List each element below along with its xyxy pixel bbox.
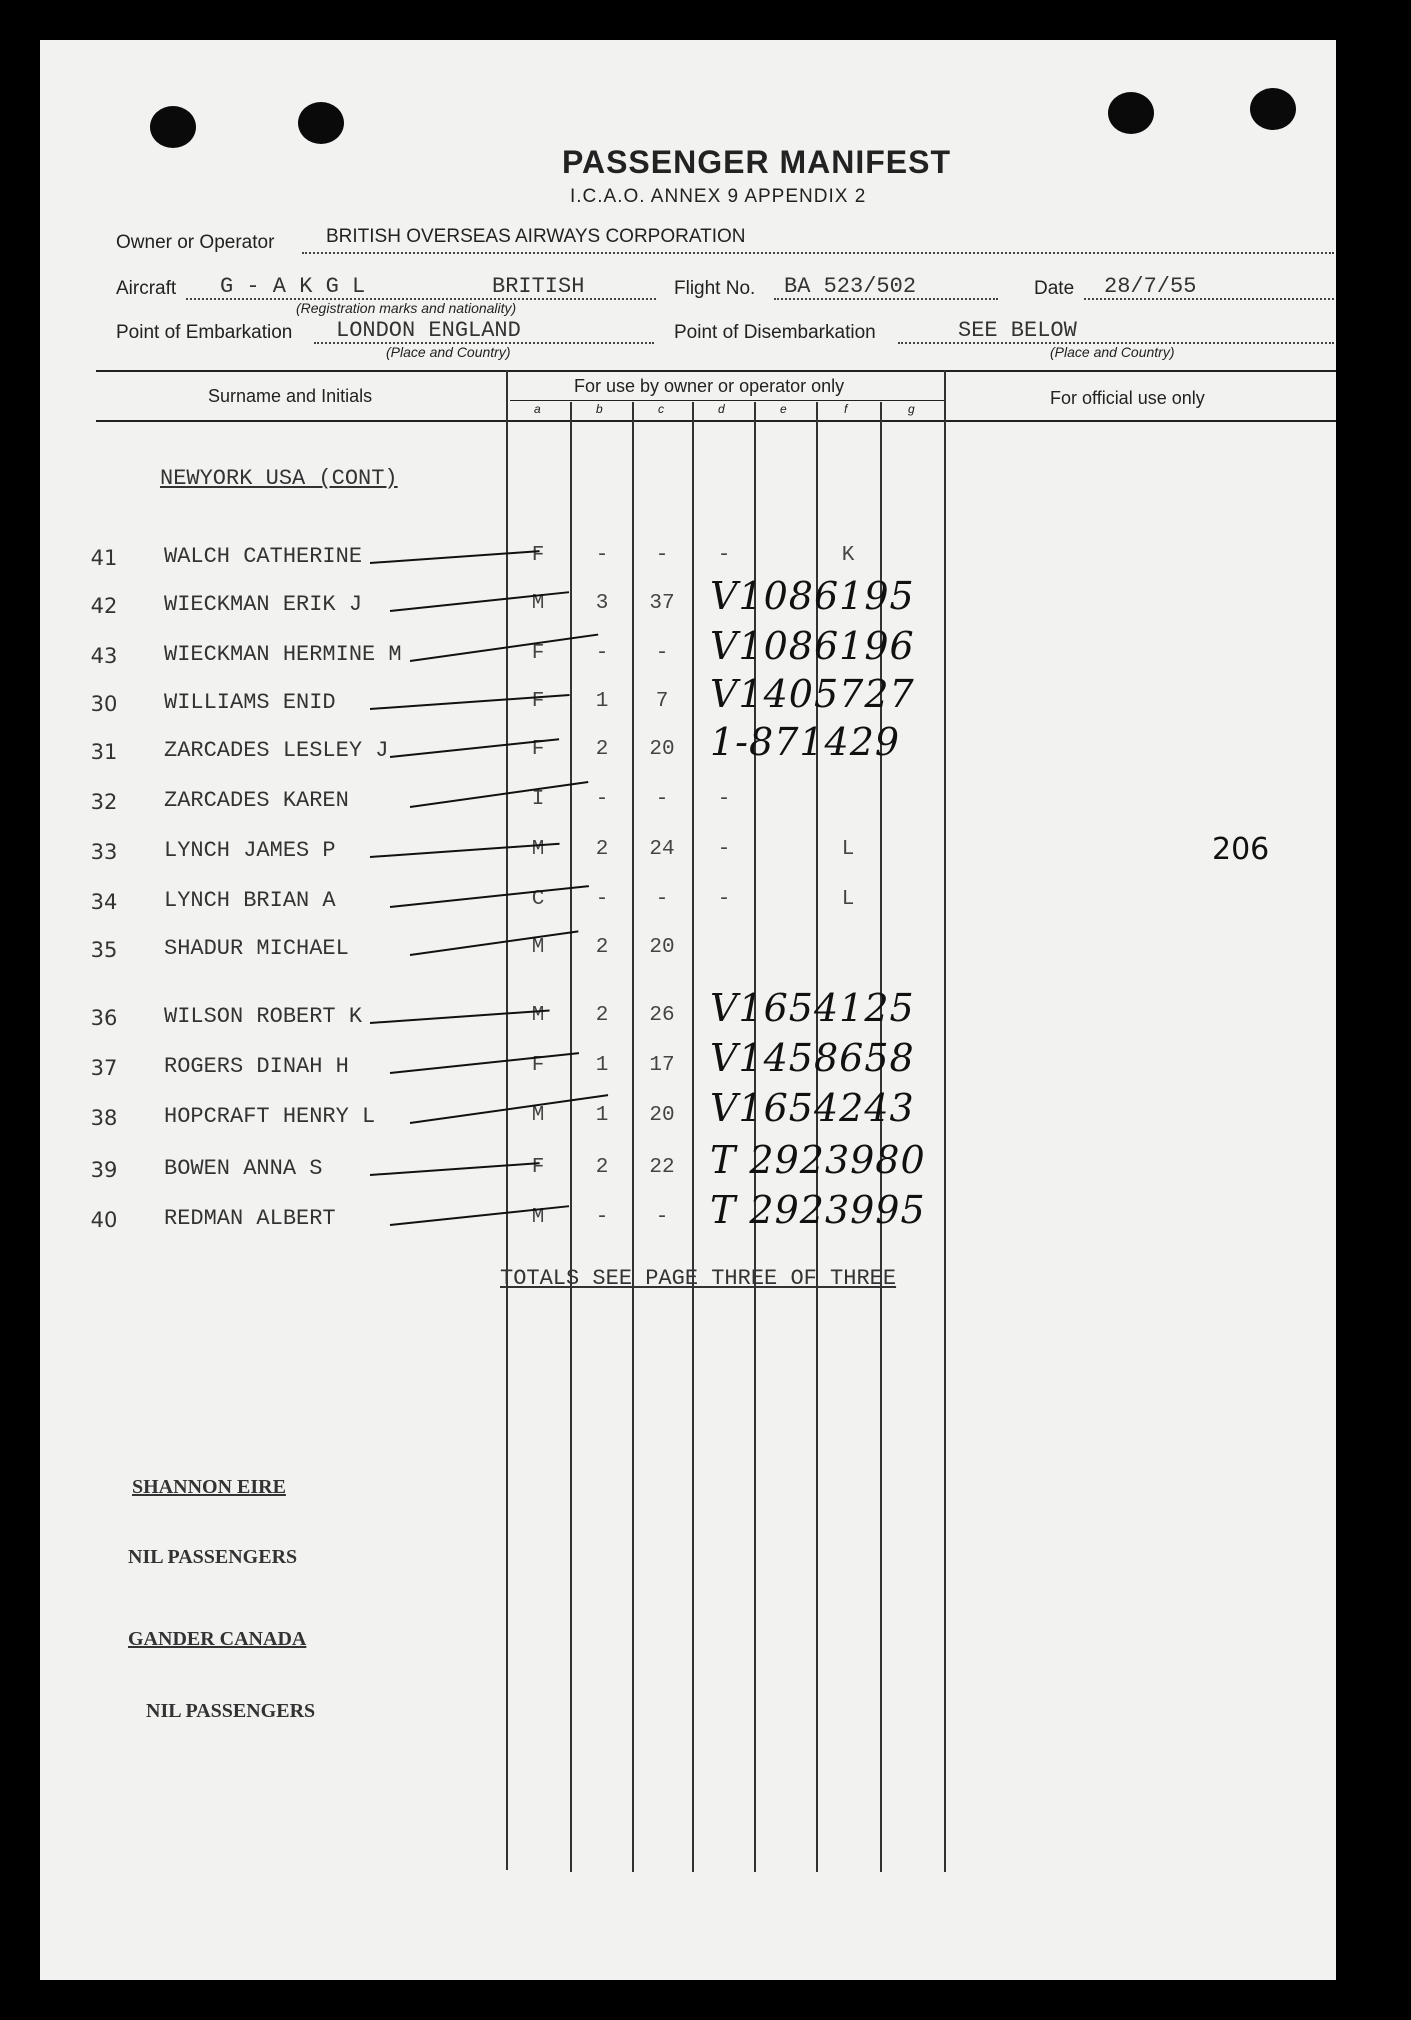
passenger-name: REDMAN ALBERT	[164, 1206, 336, 1231]
row-number: 39	[90, 1158, 118, 1182]
check-stroke	[410, 781, 589, 808]
disembarkation-note: (Place and Country)	[1050, 344, 1175, 360]
subheader-rule	[510, 400, 944, 401]
cell-d: -	[717, 888, 731, 911]
cell-d: -	[717, 838, 731, 861]
cell-d: -	[717, 788, 731, 811]
passenger-name: ZARCADES LESLEY J	[164, 738, 389, 763]
cell-a: M	[531, 936, 545, 959]
check-stroke	[410, 1094, 608, 1124]
cell-a: M	[531, 592, 545, 615]
stop-heading-shannon: SHANNON EIRE	[132, 1476, 286, 1498]
disembarkation-value: SEE BELOW	[958, 318, 1077, 343]
cell-b: -	[595, 544, 609, 567]
column-divider	[506, 370, 508, 1870]
cell-c: 20	[649, 1104, 675, 1127]
passenger-name: LYNCH JAMES P	[164, 838, 336, 863]
column-divider	[754, 402, 756, 1872]
passport-number: V1086195	[710, 574, 915, 618]
cell-d: -	[717, 544, 731, 567]
flight-label: Flight No.	[674, 278, 756, 299]
cell-b: -	[595, 642, 609, 665]
cell-a: M	[531, 838, 545, 861]
manifest-page	[40, 40, 1336, 1980]
column-letter: c	[658, 402, 664, 416]
cell-a: F	[531, 1156, 545, 1179]
aircraft-registration: G - A K G L	[220, 274, 366, 299]
embarkation-label: Point of Embarkation	[116, 322, 293, 343]
totals-note: TOTALS SEE PAGE THREE OF THREE	[500, 1266, 897, 1291]
page-subtitle: I.C.A.O. ANNEX 9 APPENDIX 2	[570, 186, 867, 207]
table-header-rule	[96, 420, 1336, 422]
column-divider	[880, 402, 882, 1872]
cell-b: -	[595, 1206, 609, 1229]
row-number: 36	[90, 1006, 118, 1030]
row-number: 38	[90, 1106, 118, 1130]
col-header-owner-use: For use by owner or operator only	[574, 376, 845, 396]
cell-c: -	[655, 642, 669, 665]
cell-b: -	[595, 788, 609, 811]
check-stroke	[370, 550, 540, 564]
column-divider	[816, 402, 818, 1872]
row-number: 31	[90, 740, 118, 764]
cell-c: -	[655, 888, 669, 911]
punch-hole	[298, 102, 344, 144]
passport-number: V1654125	[710, 986, 915, 1030]
passenger-name: WIECKMAN HERMINE M	[164, 642, 402, 667]
passenger-name: ROGERS DINAH H	[164, 1054, 349, 1079]
passport-number: V1086196	[710, 624, 915, 668]
stop-note-shannon: NIL PASSENGERS	[128, 1546, 298, 1568]
cell-c: 22	[649, 1156, 675, 1179]
passenger-name: HOPCRAFT HENRY L	[164, 1104, 376, 1129]
cell-b: 1	[595, 1104, 609, 1127]
passenger-name: WILLIAMS ENID	[164, 690, 336, 715]
cell-a: C	[531, 888, 545, 911]
date-value: 28/7/55	[1104, 274, 1197, 299]
check-stroke	[370, 1162, 540, 1176]
cell-a: M	[531, 1104, 545, 1127]
cell-c: -	[655, 1206, 669, 1229]
dotted-rule	[302, 252, 1334, 254]
check-stroke	[390, 885, 589, 908]
official-mark: 206	[1212, 832, 1270, 867]
aircraft-note: (Registration marks and nationality)	[296, 300, 517, 316]
cell-b: 2	[595, 738, 609, 761]
column-letter: a	[534, 402, 541, 416]
passport-number: V1458658	[710, 1036, 915, 1080]
cell-c: 26	[649, 1004, 675, 1027]
owner-label: Owner or Operator	[116, 232, 275, 253]
passenger-name: WALCH CATHERINE	[164, 544, 363, 569]
passenger-name: WIECKMAN ERIK J	[164, 592, 363, 617]
section-heading: NEWYORK USA (CONT)	[160, 466, 398, 491]
cell-c: 20	[649, 936, 675, 959]
passenger-name: SHADUR MICHAEL	[164, 936, 349, 961]
cell-a: M	[531, 1004, 545, 1027]
cell-f: L	[841, 838, 855, 861]
page-title: PASSENGER MANIFEST	[562, 144, 951, 180]
cell-b: 1	[595, 690, 609, 713]
cell-c: 24	[649, 838, 675, 861]
cell-c: -	[655, 544, 669, 567]
passport-number: V1654243	[710, 1086, 915, 1130]
cell-c: -	[655, 788, 669, 811]
row-number: 37	[90, 1056, 118, 1080]
punch-hole	[1108, 92, 1154, 134]
embarkation-note: (Place and Country)	[386, 344, 511, 360]
punch-hole	[150, 106, 196, 148]
row-number: 41	[90, 546, 118, 570]
cell-a: F	[531, 544, 545, 567]
passport-number: T 2923995	[710, 1188, 926, 1232]
cell-b: -	[595, 888, 609, 911]
table-top-rule	[96, 370, 1336, 372]
dotted-rule	[1084, 298, 1334, 300]
column-letter: f	[844, 402, 848, 416]
row-number: 30	[90, 692, 118, 716]
stop-note-gander: NIL PASSENGERS	[146, 1700, 316, 1722]
column-divider	[692, 402, 694, 1872]
passport-number: 1-871429	[710, 720, 901, 764]
col-header-official: For official use only	[1050, 388, 1205, 408]
row-number: 34	[90, 890, 118, 914]
cell-a: F	[531, 738, 545, 761]
punch-hole	[1250, 88, 1296, 130]
cell-c: 20	[649, 738, 675, 761]
col-header-surname: Surname and Initials	[208, 386, 373, 406]
cell-b: 1	[595, 1054, 609, 1077]
cell-b: 2	[595, 1004, 609, 1027]
cell-b: 2	[595, 1156, 609, 1179]
passenger-name: ZARCADES KAREN	[164, 788, 349, 813]
cell-c: 7	[655, 690, 669, 713]
column-letter: d	[718, 402, 725, 416]
cell-b: 3	[595, 592, 609, 615]
cell-a: F	[531, 642, 545, 665]
passenger-name: WILSON ROBERT K	[164, 1004, 363, 1029]
column-letter: b	[596, 402, 603, 416]
owner-value: BRITISH OVERSEAS AIRWAYS CORPORATION	[326, 226, 746, 247]
column-letter: g	[908, 402, 915, 416]
cell-b: 2	[595, 838, 609, 861]
aircraft-nationality: BRITISH	[492, 274, 585, 299]
row-number: 32	[90, 790, 118, 814]
passenger-name: LYNCH BRIAN A	[164, 888, 336, 913]
embarkation-value: LONDON ENGLAND	[336, 318, 521, 343]
column-divider	[632, 402, 634, 1872]
row-number: 33	[90, 840, 118, 864]
column-letter: e	[780, 402, 787, 416]
flight-number: BA 523/502	[784, 274, 917, 299]
disembarkation-label: Point of Disembarkation	[674, 322, 876, 343]
date-label: Date	[1034, 278, 1075, 299]
row-number: 42	[90, 594, 118, 618]
dotted-rule	[774, 298, 998, 300]
cell-c: 37	[649, 592, 675, 615]
cell-c: 17	[649, 1054, 675, 1077]
row-number: 35	[90, 938, 118, 962]
stop-heading-gander: GANDER CANADA	[128, 1628, 307, 1650]
passport-number: V1405727	[710, 672, 915, 716]
cell-f: L	[841, 888, 855, 911]
aircraft-label: Aircraft	[116, 278, 177, 299]
column-divider	[944, 370, 946, 1872]
cell-f: K	[841, 544, 855, 567]
cell-b: 2	[595, 936, 609, 959]
row-number: 40	[90, 1208, 118, 1232]
cell-a: M	[531, 1206, 545, 1229]
passenger-name: BOWEN ANNA S	[164, 1156, 323, 1181]
cell-a: I	[531, 788, 545, 811]
column-divider	[570, 402, 572, 1872]
row-number: 43	[90, 644, 118, 668]
passport-number: T 2923980	[710, 1138, 926, 1182]
cell-a: F	[531, 690, 545, 713]
cell-a: F	[531, 1054, 545, 1077]
